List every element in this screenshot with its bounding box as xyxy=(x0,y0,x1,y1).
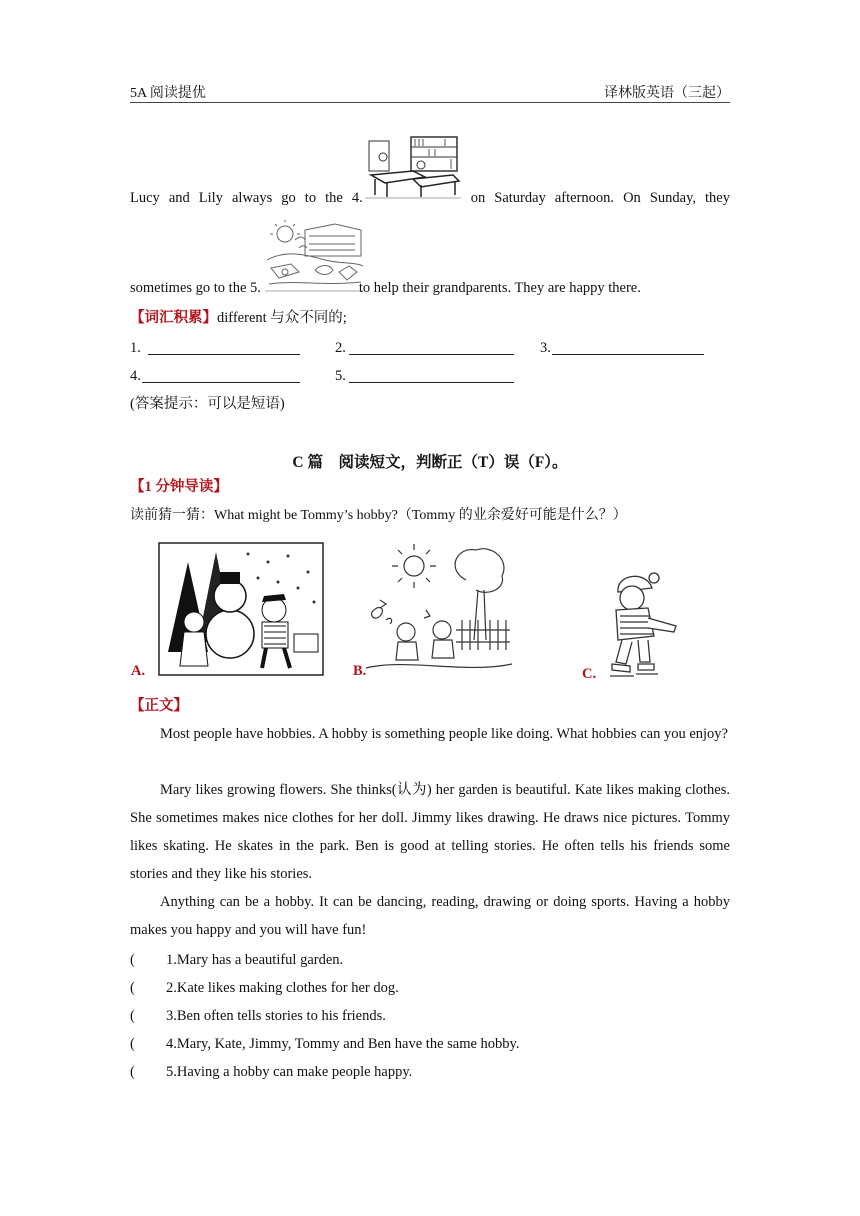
guide-text: 读前猜一猜：What might be Tommy’s hobby?（Tommy 的业余爱好可能是什么？） xyxy=(130,508,627,523)
question-text: 4.Mary, Kate, Jimmy, Tommy and Ben have the same hobby. xyxy=(166,1036,520,1052)
question-5[interactable] xyxy=(130,1062,412,1082)
blank-label-1: 1. xyxy=(130,340,141,356)
section-c-title: C 篇 阅读短文，判断正（T）误（F）。 xyxy=(292,454,568,471)
answer-blank-3[interactable] xyxy=(552,340,704,355)
question-2[interactable] xyxy=(130,978,399,998)
question-4[interactable] xyxy=(130,1034,520,1054)
header-left: 5A 阅读提优 xyxy=(130,86,206,101)
passage-b-line1-start: Lucy and Lily always go to the 4. xyxy=(130,190,363,206)
vocab-text: different 与众不同的; xyxy=(217,310,347,326)
garden-picture-icon xyxy=(366,540,512,678)
question-1[interactable] xyxy=(130,950,343,970)
vocab-label: 【词汇积累】 xyxy=(130,310,217,326)
blank-label-3: 3. xyxy=(540,340,551,356)
paragraph-1: Most people have hobbies. A hobby is something people like doing. What hobbies can you enjoy? xyxy=(160,726,728,742)
skater-picture-icon xyxy=(602,566,682,680)
blank-label-2: 2. xyxy=(335,340,346,356)
guide-label: 【1 分钟导读】 xyxy=(130,479,228,495)
passage-b-line1-end: on Saturday afternoon. On Sunday, they xyxy=(470,190,730,206)
passage-b-line-1 xyxy=(130,188,730,208)
answer-paren: ( xyxy=(130,1036,135,1052)
answer-paren: ( xyxy=(130,952,135,968)
header-right: 译林版英语（三起） xyxy=(604,86,730,101)
vocab-line xyxy=(130,308,730,328)
answer-blank-5[interactable] xyxy=(349,368,514,383)
blank-label-4: 4. xyxy=(130,368,141,384)
answer-blank-1[interactable] xyxy=(148,340,300,355)
question-text: 5.Having a hobby can make people happy. xyxy=(166,1064,413,1080)
snowman-picture-icon xyxy=(158,542,324,676)
paragraph-2: Mary likes growing flowers. She thinks(认为) her garden is beautiful. Kate likes making clothes. She sometimes makes nice clothes for her doll. Jimmy likes drawing. He draws nice pictures. Tommy likes skating. He skates in the park. Ben is good at telling stories. He often tells his friends some stories and they like his stories. xyxy=(130,782,730,882)
answer-paren: ( xyxy=(130,1064,135,1080)
option-b-label: B. xyxy=(353,663,367,679)
paragraph-3: Anything can be a hobby. It can be dancing, reading, drawing or doing sports. Having a hobby makes you happy and you will have fun! xyxy=(130,894,730,938)
passage-b-line-2 xyxy=(130,278,730,298)
question-text: 3.Ben often tells stories to his friends. xyxy=(166,1008,386,1024)
answer-paren: ( xyxy=(130,980,135,996)
option-c-label: C. xyxy=(582,666,597,682)
answer-blank-2[interactable] xyxy=(349,340,514,355)
vocab-hint: (答案提示：可以是短语) xyxy=(130,396,285,412)
answer-paren: ( xyxy=(130,1008,135,1024)
question-3[interactable] xyxy=(130,1006,386,1026)
passage-b-line2-end: to help their grandparents. They are happy there. xyxy=(358,280,641,296)
blank-label-5: 5. xyxy=(335,368,346,384)
page-header xyxy=(130,80,730,103)
text-label: 【正文】 xyxy=(130,698,188,714)
passage-b-line2-start: sometimes go to the 5. xyxy=(130,280,261,296)
question-text: 1.Mary has a beautiful garden. xyxy=(166,952,344,968)
answer-blank-4[interactable] xyxy=(142,368,300,383)
option-a-label: A. xyxy=(131,663,146,679)
question-text: 2.Kate likes making clothes for her dog. xyxy=(166,980,399,996)
